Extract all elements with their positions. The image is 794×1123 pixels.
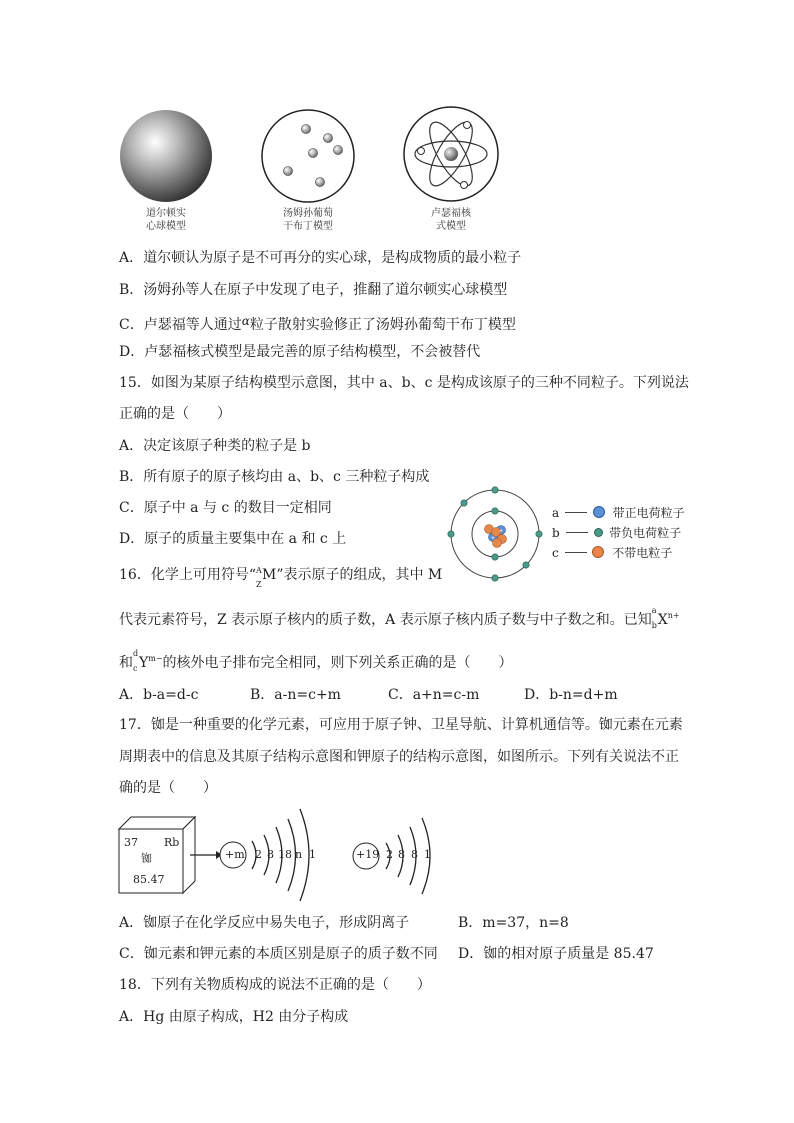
q17-stem-line3: 确的是（ ）: [119, 780, 217, 796]
q14-option-c-post: 粒子散射实验修正了汤姆孙葡萄干布丁模型: [249, 317, 516, 333]
legend-c-letter: c: [552, 546, 559, 560]
thomson-model-figure: [258, 108, 358, 206]
legend-b-letter: b: [552, 526, 560, 540]
q15-stem-line2: 正确的是（ ）: [119, 406, 231, 422]
legend-a-letter: a: [552, 506, 560, 520]
dalton-model-figure: [118, 110, 218, 205]
q17-option-b: B．m=37，n=8: [458, 915, 569, 931]
q17-stem-line1: 17．铷是一种重要的化学元素，可应用于原子钟、卫星导航、计算机通信等。铷元素在元素: [119, 717, 683, 733]
atomic-number: 37: [124, 836, 138, 849]
q17-option-d: D．铷的相对原子质量是 85.47: [458, 946, 654, 962]
q17-stem-line2: 周期表中的信息及其原子结构示意图和钾原子的结构示意图，如图所示。下列有关说法不正: [119, 749, 679, 765]
k-shell-4: 1: [424, 848, 431, 861]
legend-a-row: [552, 505, 685, 521]
q16-stem-line2: 代表元素符号，Z 表示原子核内的质子数，A 表示原子核内质子数与中子数之和。已知 a b $X^{n+}$: [119, 606, 680, 630]
legend-a-text: 带正电荷粒子: [612, 506, 685, 520]
negative-particle-icon: [594, 528, 603, 537]
q14-option-b: B．汤姆孙等人在原子中发现了电子，推翻了道尔顿实心球模型: [119, 282, 508, 298]
element-name: 铷: [141, 852, 152, 865]
q17-option-c: C．铷元素和钾元素的本质区别是原子的质子数不同: [119, 946, 438, 962]
q14-option-c: [119, 311, 516, 335]
positive-particle-icon: [593, 506, 605, 518]
q14-option-d: D．卢瑟福核式模型是最完善的原子结构模型，不会被替代: [119, 344, 481, 360]
atom-structure-diagram: [445, 486, 545, 586]
q18-option-a: A．Hg 由原子构成，H2 由分子构成: [119, 1009, 349, 1025]
dalton-caption: 道尔顿实 心球模型: [146, 208, 186, 232]
q16-option-a: A．b-a=d-c: [119, 687, 199, 703]
q17-option-a: A．铷原子在化学反应中易失电子，形成阴离子: [119, 915, 410, 931]
nuclide-symbol: A Z M: [255, 566, 277, 589]
svg-text:+: +: [498, 528, 504, 535]
legend-b-row: [552, 525, 681, 541]
thomson-caption: 汤姆孙葡萄 干布丁模型: [283, 208, 333, 232]
q16-option-c: C．a+n=c-m: [388, 687, 480, 703]
atomic-mass: 85.47: [133, 873, 165, 886]
rutherford-model-figure: [401, 105, 501, 205]
q15-option-c: C．原子中 a 与 c 的数目一定相同: [119, 500, 332, 516]
rb-shell-3: 18: [278, 848, 292, 861]
q14-option-c-pre: C．卢瑟福等人通过: [119, 317, 242, 333]
q15-option-d: D．原子的质量主要集中在 a 和 c 上: [119, 531, 347, 547]
rb-shell-1: 2: [255, 848, 262, 861]
ion-y-symbol: d c $Y^{m-}$: [133, 649, 163, 673]
ion-x-symbol: a b $X^{n+}$: [651, 606, 680, 630]
k-shell-1: 2: [386, 848, 393, 861]
q15-stem-line1: 15．如图为某原子结构模型示意图，其中 a、b、c 是构成该原子的三种不同粒子。下列说法: [119, 375, 689, 391]
element-symbol: Rb: [164, 836, 180, 849]
legend-b-text: 带负电荷粒子: [609, 526, 682, 540]
rutherford-caption: 卢瑟福核 式模型: [431, 208, 471, 232]
k-shell-2: 8: [398, 848, 405, 861]
q15-option-a: A．决定该原子种类的粒子是 b: [119, 438, 311, 454]
q18-stem: 18．下列有关物质构成的说法不正确的是（ ）: [119, 977, 431, 993]
q16-option-d: D．b-n=d+m: [524, 687, 618, 703]
alpha-symbol: α: [241, 314, 250, 328]
q16-option-b: B．a-n=c+m: [250, 687, 341, 703]
q16-stem-line1: 16．化学上可用符号“ A Z M”表示原子的组成，其中 M: [119, 566, 443, 589]
q15-option-b: B．所有原子的原子核均由 a、b、c 三种粒子构成: [119, 469, 430, 485]
rb-shell-4: n: [295, 848, 303, 861]
neutral-particle-icon: [592, 546, 604, 558]
rb-shell-5: 1: [309, 848, 316, 861]
q14-option-a: A．道尔顿认为原子是不可再分的实心球，是构成物质的最小粒子: [119, 250, 522, 266]
k-shell-3: 8: [411, 848, 418, 861]
svg-text:+: +: [490, 535, 496, 542]
q16-stem-line3: 和 d c $Y^{m-}$的核外电子排布完全相同，则下列关系正确的是（ ）: [119, 649, 513, 673]
rb-shell-2: 8: [267, 848, 274, 861]
legend-c-text: 不带电粒子: [612, 546, 673, 560]
k-nucleus-charge: +19: [356, 848, 380, 861]
rb-nucleus-charge: +m: [225, 848, 245, 861]
legend-c-row: [552, 545, 672, 561]
